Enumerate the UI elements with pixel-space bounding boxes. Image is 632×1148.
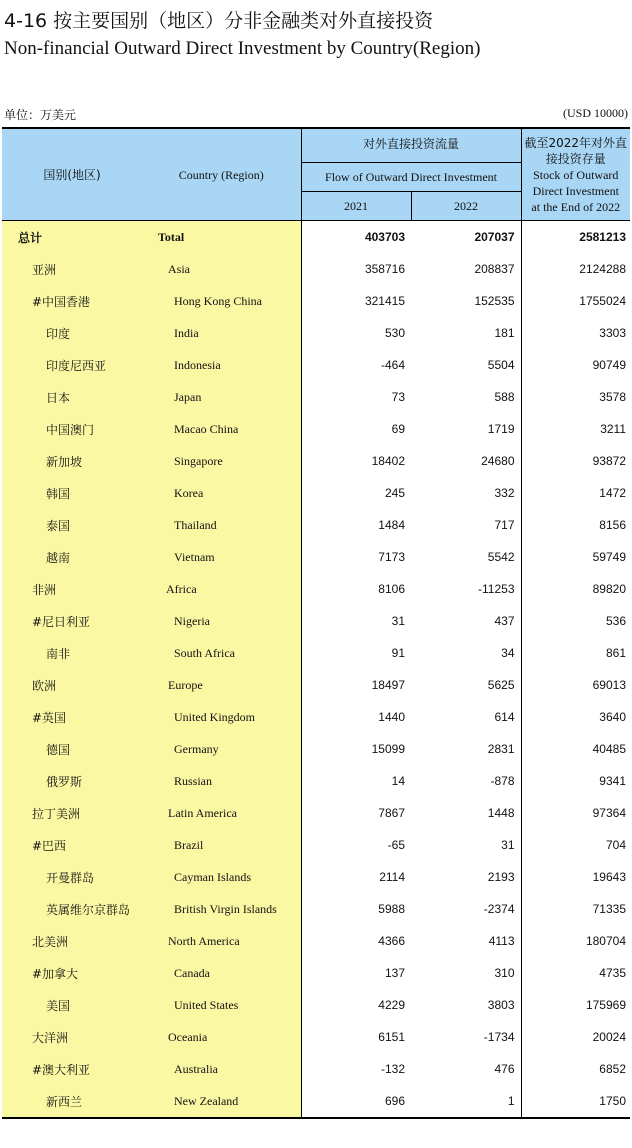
stock-2022-cell: 1750: [521, 1085, 630, 1118]
header-stock-cn-2: 接投资存量: [545, 151, 606, 166]
table-row: [2, 637, 630, 669]
flow-2021-cell: 8106: [301, 573, 411, 605]
country-en-cell: British Virgin Islands: [142, 893, 301, 925]
country-cn-cell: 日本: [2, 381, 142, 413]
country-cn-cell: 大洋洲: [2, 1021, 142, 1053]
table-row: [2, 509, 630, 541]
flow-2021-cell: 4366: [301, 925, 411, 957]
stock-2022-cell: 861: [521, 637, 630, 669]
table-row: [2, 1021, 630, 1053]
table-row: [2, 573, 630, 605]
table-row: [2, 317, 630, 349]
table-row: [2, 221, 630, 254]
flow-2022-cell: 152535: [474, 294, 515, 308]
stock-2022-cell: 536: [521, 605, 630, 637]
stock-2022-cell: 4735: [521, 957, 630, 989]
stock-2022-cell: 71335: [521, 893, 630, 925]
country-en-cell: United States: [142, 989, 301, 1021]
flow-2022-cell: 207037: [474, 230, 515, 244]
flow-2022-cell: 4113: [488, 934, 515, 948]
table-row: [2, 413, 630, 445]
header-country-cn: 国别(地区): [2, 128, 142, 221]
country-en-cell: New Zealand: [142, 1085, 301, 1118]
header-country-en: Country (Region): [142, 128, 301, 221]
country-cn-cell: 英属维尔京群岛: [2, 893, 142, 925]
country-en-cell: Latin America: [142, 797, 301, 829]
flow-2022-cell: 1448: [487, 806, 515, 820]
flow-2021-cell: 7173: [301, 541, 411, 573]
flow-2022-cell: 614: [494, 710, 515, 724]
header-stock-en-2: Direct Investment: [532, 183, 619, 198]
flow-2021-cell: 358716: [301, 253, 411, 285]
country-en-cell: Total: [142, 221, 301, 254]
flow-2021-cell: 696: [301, 1085, 411, 1118]
table-row: [2, 733, 630, 765]
country-cn-cell: 南非: [2, 637, 142, 669]
table-row: [2, 701, 630, 733]
flow-2022-cell: 1: [411, 1085, 521, 1118]
country-cn-cell: 韩国: [2, 477, 142, 509]
flow-2021-cell: 137: [301, 957, 411, 989]
country-cn-cell: 亚洲: [2, 253, 142, 285]
table-row: [2, 893, 630, 925]
country-cn-cell: #加拿大: [2, 957, 142, 989]
country-cn-cell: 新西兰: [2, 1085, 142, 1118]
country-en-cell: Asia: [142, 253, 301, 285]
country-en-cell: Oceania: [142, 1021, 301, 1053]
stock-2022-cell: 40485: [521, 733, 630, 765]
country-cn-cell: 俄罗斯: [2, 765, 142, 797]
stock-2022-cell: 8156: [521, 509, 630, 541]
country-cn-cell: 印度: [2, 317, 142, 349]
stock-2022-cell: 3578: [521, 381, 630, 413]
header-stock: [521, 128, 630, 221]
table-row: [2, 797, 630, 829]
country-en-cell: Russian: [142, 765, 301, 797]
stock-2022-cell: 2124288: [521, 253, 630, 285]
flow-2022-cell: 310: [494, 966, 515, 980]
stock-2022-cell: 704: [521, 829, 630, 861]
country-cn-cell: 美国: [2, 989, 142, 1021]
page-title-cn: 4-16 按主要国别（地区）分非金融类对外直接投资: [4, 10, 434, 32]
table-row: [2, 989, 630, 1021]
flow-2021-cell: -464: [301, 349, 411, 381]
table-row: [2, 1085, 630, 1118]
country-en-cell: Brazil: [142, 829, 301, 861]
country-en-cell: Singapore: [142, 445, 301, 477]
country-en-cell: Cayman Islands: [142, 861, 301, 893]
table-row: [2, 957, 630, 989]
table-row: [2, 829, 630, 861]
table-row: [2, 381, 630, 413]
flow-2021-cell: -65: [301, 829, 411, 861]
country-en-cell: Japan: [142, 381, 301, 413]
flow-2021-cell: 321415: [301, 285, 411, 317]
country-cn-cell: #巴西: [2, 829, 142, 861]
flow-2022-cell: -2374: [483, 902, 515, 916]
header-flow: [301, 128, 521, 192]
flow-2021-cell: 403703: [301, 221, 411, 254]
country-cn-cell: 总计: [2, 221, 142, 254]
stock-2022-cell: 2581213: [521, 221, 630, 254]
flow-2021-cell: 73: [301, 381, 411, 413]
country-cn-cell: 拉丁美洲: [2, 797, 142, 829]
flow-2021-cell: 530: [301, 317, 411, 349]
country-en-cell: Macao China: [142, 413, 301, 445]
flow-2021-cell: 1440: [301, 701, 411, 733]
flow-2021-cell: 18402: [301, 445, 411, 477]
flow-2021-cell: 18497: [301, 669, 411, 701]
country-en-cell: Australia: [142, 1053, 301, 1085]
country-en-cell: Africa: [142, 573, 301, 605]
header-year-2021: 2021: [301, 192, 411, 221]
flow-2021-cell: 1484: [301, 509, 411, 541]
header-year-2022: 2022: [411, 192, 521, 221]
flow-2022-cell: 24680: [481, 454, 515, 468]
flow-2022-cell: 437: [494, 614, 515, 628]
unit-label-en: (USD 10000): [563, 106, 628, 120]
stock-2022-cell: 3211: [521, 413, 630, 445]
header-stock-en-3: at the End of 2022: [531, 199, 621, 214]
country-en-cell: United Kingdom: [142, 701, 301, 733]
country-cn-cell: 开曼群岛: [2, 861, 142, 893]
table-row: [2, 541, 630, 573]
table-row: [2, 253, 630, 285]
flow-2021-cell: 6151: [301, 1021, 411, 1053]
flow-2022-cell: -1734: [483, 1030, 515, 1044]
country-en-cell: North America: [142, 925, 301, 957]
country-en-cell: Germany: [142, 733, 301, 765]
country-cn-cell: 北美洲: [2, 925, 142, 957]
country-en-cell: Indonesia: [142, 349, 301, 381]
flow-2022-cell: 181: [494, 326, 515, 340]
flow-2022-cell: 5625: [487, 678, 515, 692]
header-flow-en: Flow of Outward Direct Investment: [302, 162, 521, 185]
stock-2022-cell: 97364: [521, 797, 630, 829]
page-title-en: Non-financial Outward Direct Investment by Country(Region): [4, 38, 481, 59]
flow-2022-cell: -11253: [478, 582, 515, 596]
stock-2022-cell: 20024: [521, 1021, 630, 1053]
flow-2021-cell: 7867: [301, 797, 411, 829]
table-row: [2, 605, 630, 637]
country-en-cell: Canada: [142, 957, 301, 989]
stock-2022-cell: 180704: [521, 925, 630, 957]
stock-2022-cell: 59749: [521, 541, 630, 573]
flow-2021-cell: 31: [301, 605, 411, 637]
table-row: [2, 445, 630, 477]
flow-2022-cell: 2193: [487, 870, 515, 884]
table-row: [2, 285, 630, 317]
flow-2022-cell: 2831: [487, 742, 515, 756]
country-cn-cell: 德国: [2, 733, 142, 765]
country-cn-cell: 印度尼西亚: [2, 349, 142, 381]
flow-2021-cell: 2114: [301, 861, 411, 893]
country-cn-cell: 泰国: [2, 509, 142, 541]
flow-2022-cell: 588: [494, 390, 515, 404]
investment-table: [2, 127, 630, 1119]
flow-2022-cell: 476: [494, 1062, 515, 1076]
flow-2021-cell: -132: [301, 1053, 411, 1085]
stock-2022-cell: 89820: [521, 573, 630, 605]
flow-2022-cell: 3803: [487, 998, 515, 1012]
flow-2022-cell: 332: [494, 486, 515, 500]
country-en-cell: Korea: [142, 477, 301, 509]
flow-2021-cell: 69: [301, 413, 411, 445]
country-cn-cell: 中国澳门: [2, 413, 142, 445]
header-stock-en-1: Stock of Outward: [533, 167, 619, 182]
table-row: [2, 765, 630, 797]
country-en-cell: Europe: [142, 669, 301, 701]
country-cn-cell: 越南: [2, 541, 142, 573]
country-en-cell: Vietnam: [142, 541, 301, 573]
flow-2022-cell: 34: [501, 646, 515, 660]
table-row: [2, 1053, 630, 1085]
stock-2022-cell: 3303: [521, 317, 630, 349]
stock-2022-cell: 6852: [521, 1053, 630, 1085]
country-cn-cell: #英国: [2, 701, 142, 733]
table-row: [2, 861, 630, 893]
flow-2022-cell: 5542: [487, 550, 515, 564]
flow-2022-cell: 717: [494, 518, 515, 532]
country-cn-cell: 新加坡: [2, 445, 142, 477]
flow-2022-cell: 208837: [474, 262, 515, 276]
flow-2022-cell: -878: [490, 774, 515, 788]
country-en-cell: Hong Kong China: [142, 285, 301, 317]
flow-2021-cell: 5988: [301, 893, 411, 925]
stock-2022-cell: 69013: [521, 669, 630, 701]
country-en-cell: South Africa: [142, 637, 301, 669]
header-stock-cn-1: 截至2022年对外直: [524, 135, 628, 150]
stock-2022-cell: 1472: [521, 477, 630, 509]
stock-2022-cell: 93872: [521, 445, 630, 477]
flow-2021-cell: 15099: [301, 733, 411, 765]
country-cn-cell: 欧洲: [2, 669, 142, 701]
flow-2022-cell: 5504: [487, 358, 515, 372]
country-cn-cell: #澳大利亚: [2, 1053, 142, 1085]
country-cn-cell: #尼日利亚: [2, 605, 142, 637]
table-row: [2, 669, 630, 701]
flow-2022-cell: 1719: [487, 422, 515, 436]
country-en-cell: Nigeria: [142, 605, 301, 637]
table-row: [2, 349, 630, 381]
header-flow-cn: 对外直接投资流量: [362, 136, 459, 151]
flow-2021-cell: 245: [301, 477, 411, 509]
flow-2022-cell: 31: [501, 838, 515, 852]
table-row: [2, 477, 630, 509]
flow-2021-cell: 4229: [301, 989, 411, 1021]
country-en-cell: India: [142, 317, 301, 349]
table-row: [2, 925, 630, 957]
stock-2022-cell: 19643: [521, 861, 630, 893]
stock-2022-cell: 9341: [521, 765, 630, 797]
stock-2022-cell: 175969: [521, 989, 630, 1021]
stock-2022-cell: 1755024: [521, 285, 630, 317]
country-cn-cell: #中国香港: [2, 285, 142, 317]
unit-label-cn: 单位：万美元: [4, 108, 77, 122]
stock-2022-cell: 90749: [521, 349, 630, 381]
table-body: [2, 221, 630, 1119]
country-en-cell: Thailand: [142, 509, 301, 541]
table-header: [2, 128, 630, 221]
flow-2021-cell: 14: [301, 765, 411, 797]
flow-2021-cell: 91: [301, 637, 411, 669]
stock-2022-cell: 3640: [521, 701, 630, 733]
country-cn-cell: 非洲: [2, 573, 142, 605]
